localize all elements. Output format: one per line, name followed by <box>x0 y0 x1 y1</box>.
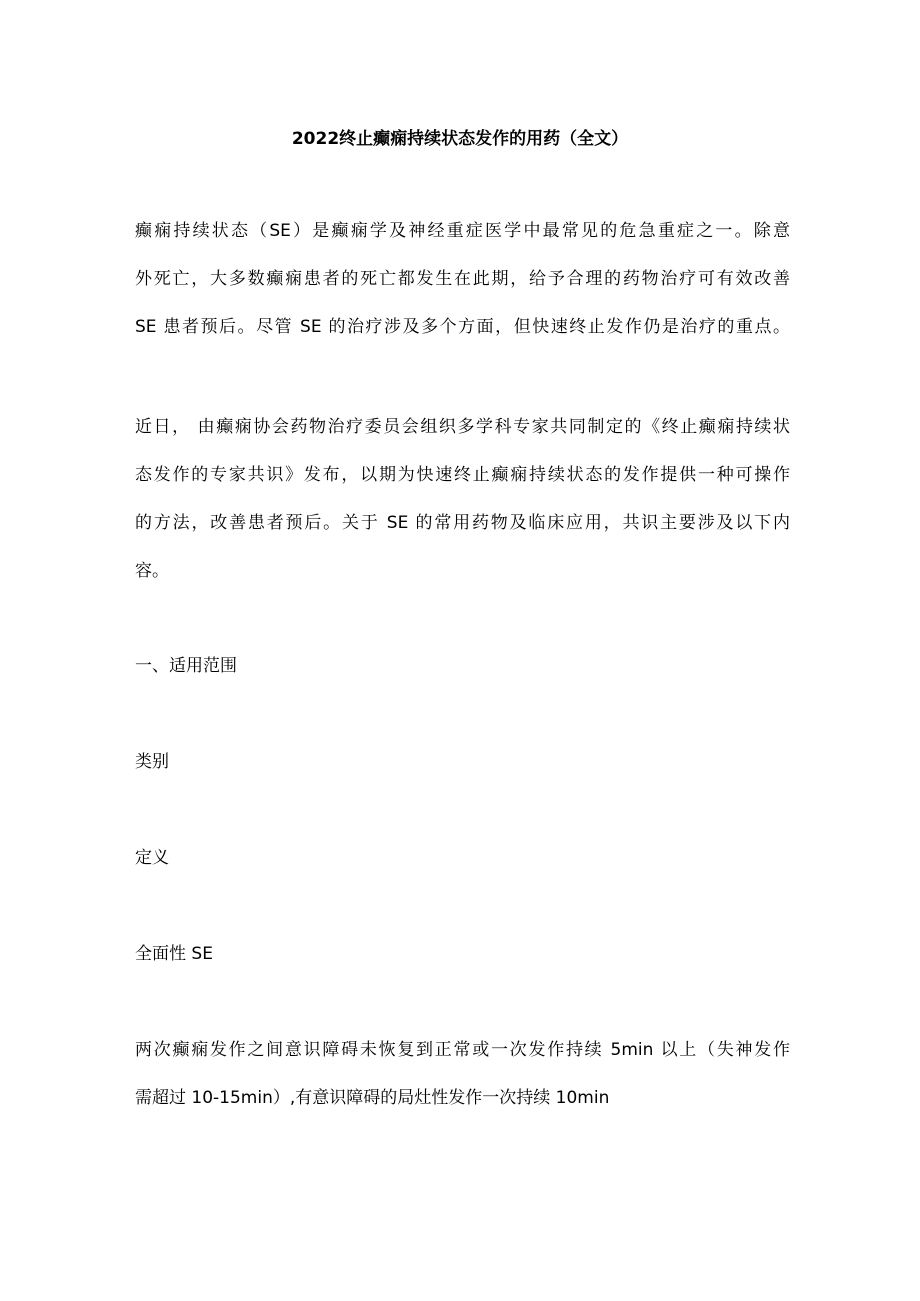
intro-line-2: 外死亡，大多数癫痫患者的死亡都发生在此期，给予合理的药物治疗可有效改善 <box>135 269 790 289</box>
table-header-definition: 定义 <box>135 848 169 868</box>
table-header-category: 类别 <box>135 752 169 772</box>
consensus-paragraph <box>135 403 790 595</box>
intro-line-1: 癫痫持续状态（SE）是癫痫学及神经重症医学中最常见的危急重症之一。除意 <box>135 221 790 241</box>
row-definition-paragraph <box>135 1026 790 1122</box>
row-definition-line-2: 需超过 10-15min）,有意识障碍的局灶性发作一次持续 10min <box>135 1088 610 1108</box>
consensus-line-3: 的方法，改善患者预后。关于 SE 的常用药物及临床应用，共识主要涉及以下内 <box>135 513 790 533</box>
row-category-generalized-se: 全面性 SE <box>135 944 213 964</box>
section-heading: 一、适用范围 <box>135 656 237 676</box>
intro-paragraph <box>135 207 790 351</box>
row-definition-line-1: 两次癫痫发作之间意识障碍未恢复到正常或一次发作持续 5min 以上（失神发作 <box>135 1040 790 1060</box>
consensus-line-1: 近日， 由癫痫协会药物治疗委员会组织多学科专家共同制定的《终止癫痫持续状 <box>135 417 790 437</box>
consensus-line-2: 态发作的专家共识》发布，以期为快速终止癫痫持续状态的发作提供一种可操作 <box>135 465 790 485</box>
intro-line-3: SE 患者预后。尽管 SE 的治疗涉及多个方面，但快速终止发作仍是治疗的重点。 <box>135 317 790 337</box>
consensus-line-4: 容。 <box>135 561 169 581</box>
document-title: 2022终止癫痫持续状态发作的用药（全文） <box>291 129 629 149</box>
